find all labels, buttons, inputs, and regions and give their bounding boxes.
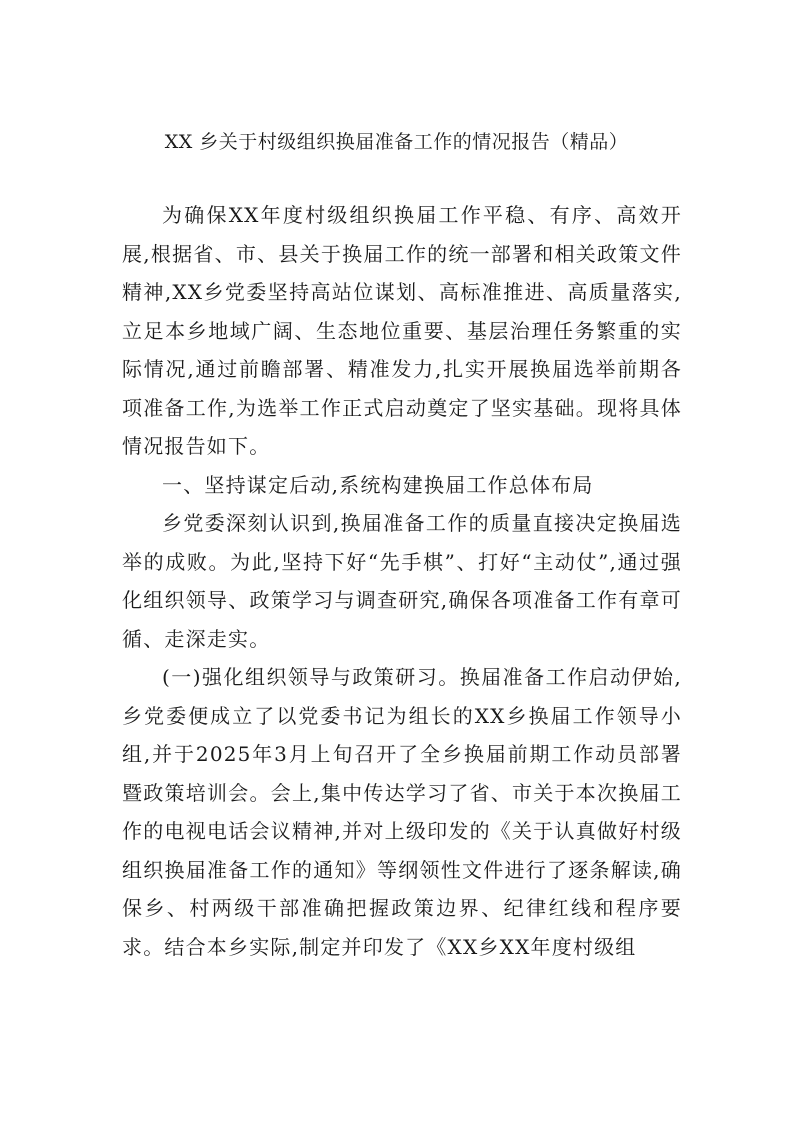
section-paragraph: 乡党委深刻认识到,换届准备工作的质量直接决定换届选举的成败。为此,坚持下好“先手棋”、打好“主动仗”,通过强化组织领导、政策学习与调查研究,确保各项准备工作有章可循、走深走实。: [122, 511, 682, 651]
document-body: [122, 196, 682, 966]
document-title: XX 乡关于村级组织换届准备工作的情况报告（精品）: [164, 131, 629, 153]
subsection-paragraph: (一)强化组织领导与政策研习。换届准备工作启动伊始,乡党委便成立了以党委书记为组长的XX乡换届工作领导小组,并于2025年3月上旬召开了全乡换届前期工作动员部署暨政策培训会。会上,集中传达学习了省、市关于本次换届工作的电视电话会议精神,并对上级印发的《关于认真做好村级组织换届准备工作的通知》等纲领性文件进行了逐条解读,确保乡、村两级干部准确把握政策边界、纪律红线和程序要求。结合本乡实际,制定并印发了《XX乡XX年度村级组: [122, 665, 682, 959]
section-heading: 一、坚持谋定后动,系统构建换届工作总体布局: [162, 472, 594, 497]
intro-paragraph: 为确保XX年度村级组织换届工作平稳、有序、高效开展,根据省、市、县关于换届工作的统一部署和相关政策文件精神,XX乡党委坚持高站位谋划、高标准推进、高质量落实,立足本乡地域广阔、生态地位重要、基层治理任务繁重的实际情况,通过前瞻部署、精准发力,扎实开展换届选举前期各项准备工作,为选举工作正式启动奠定了坚实基础。现将具体情况报告如下。: [122, 203, 682, 458]
